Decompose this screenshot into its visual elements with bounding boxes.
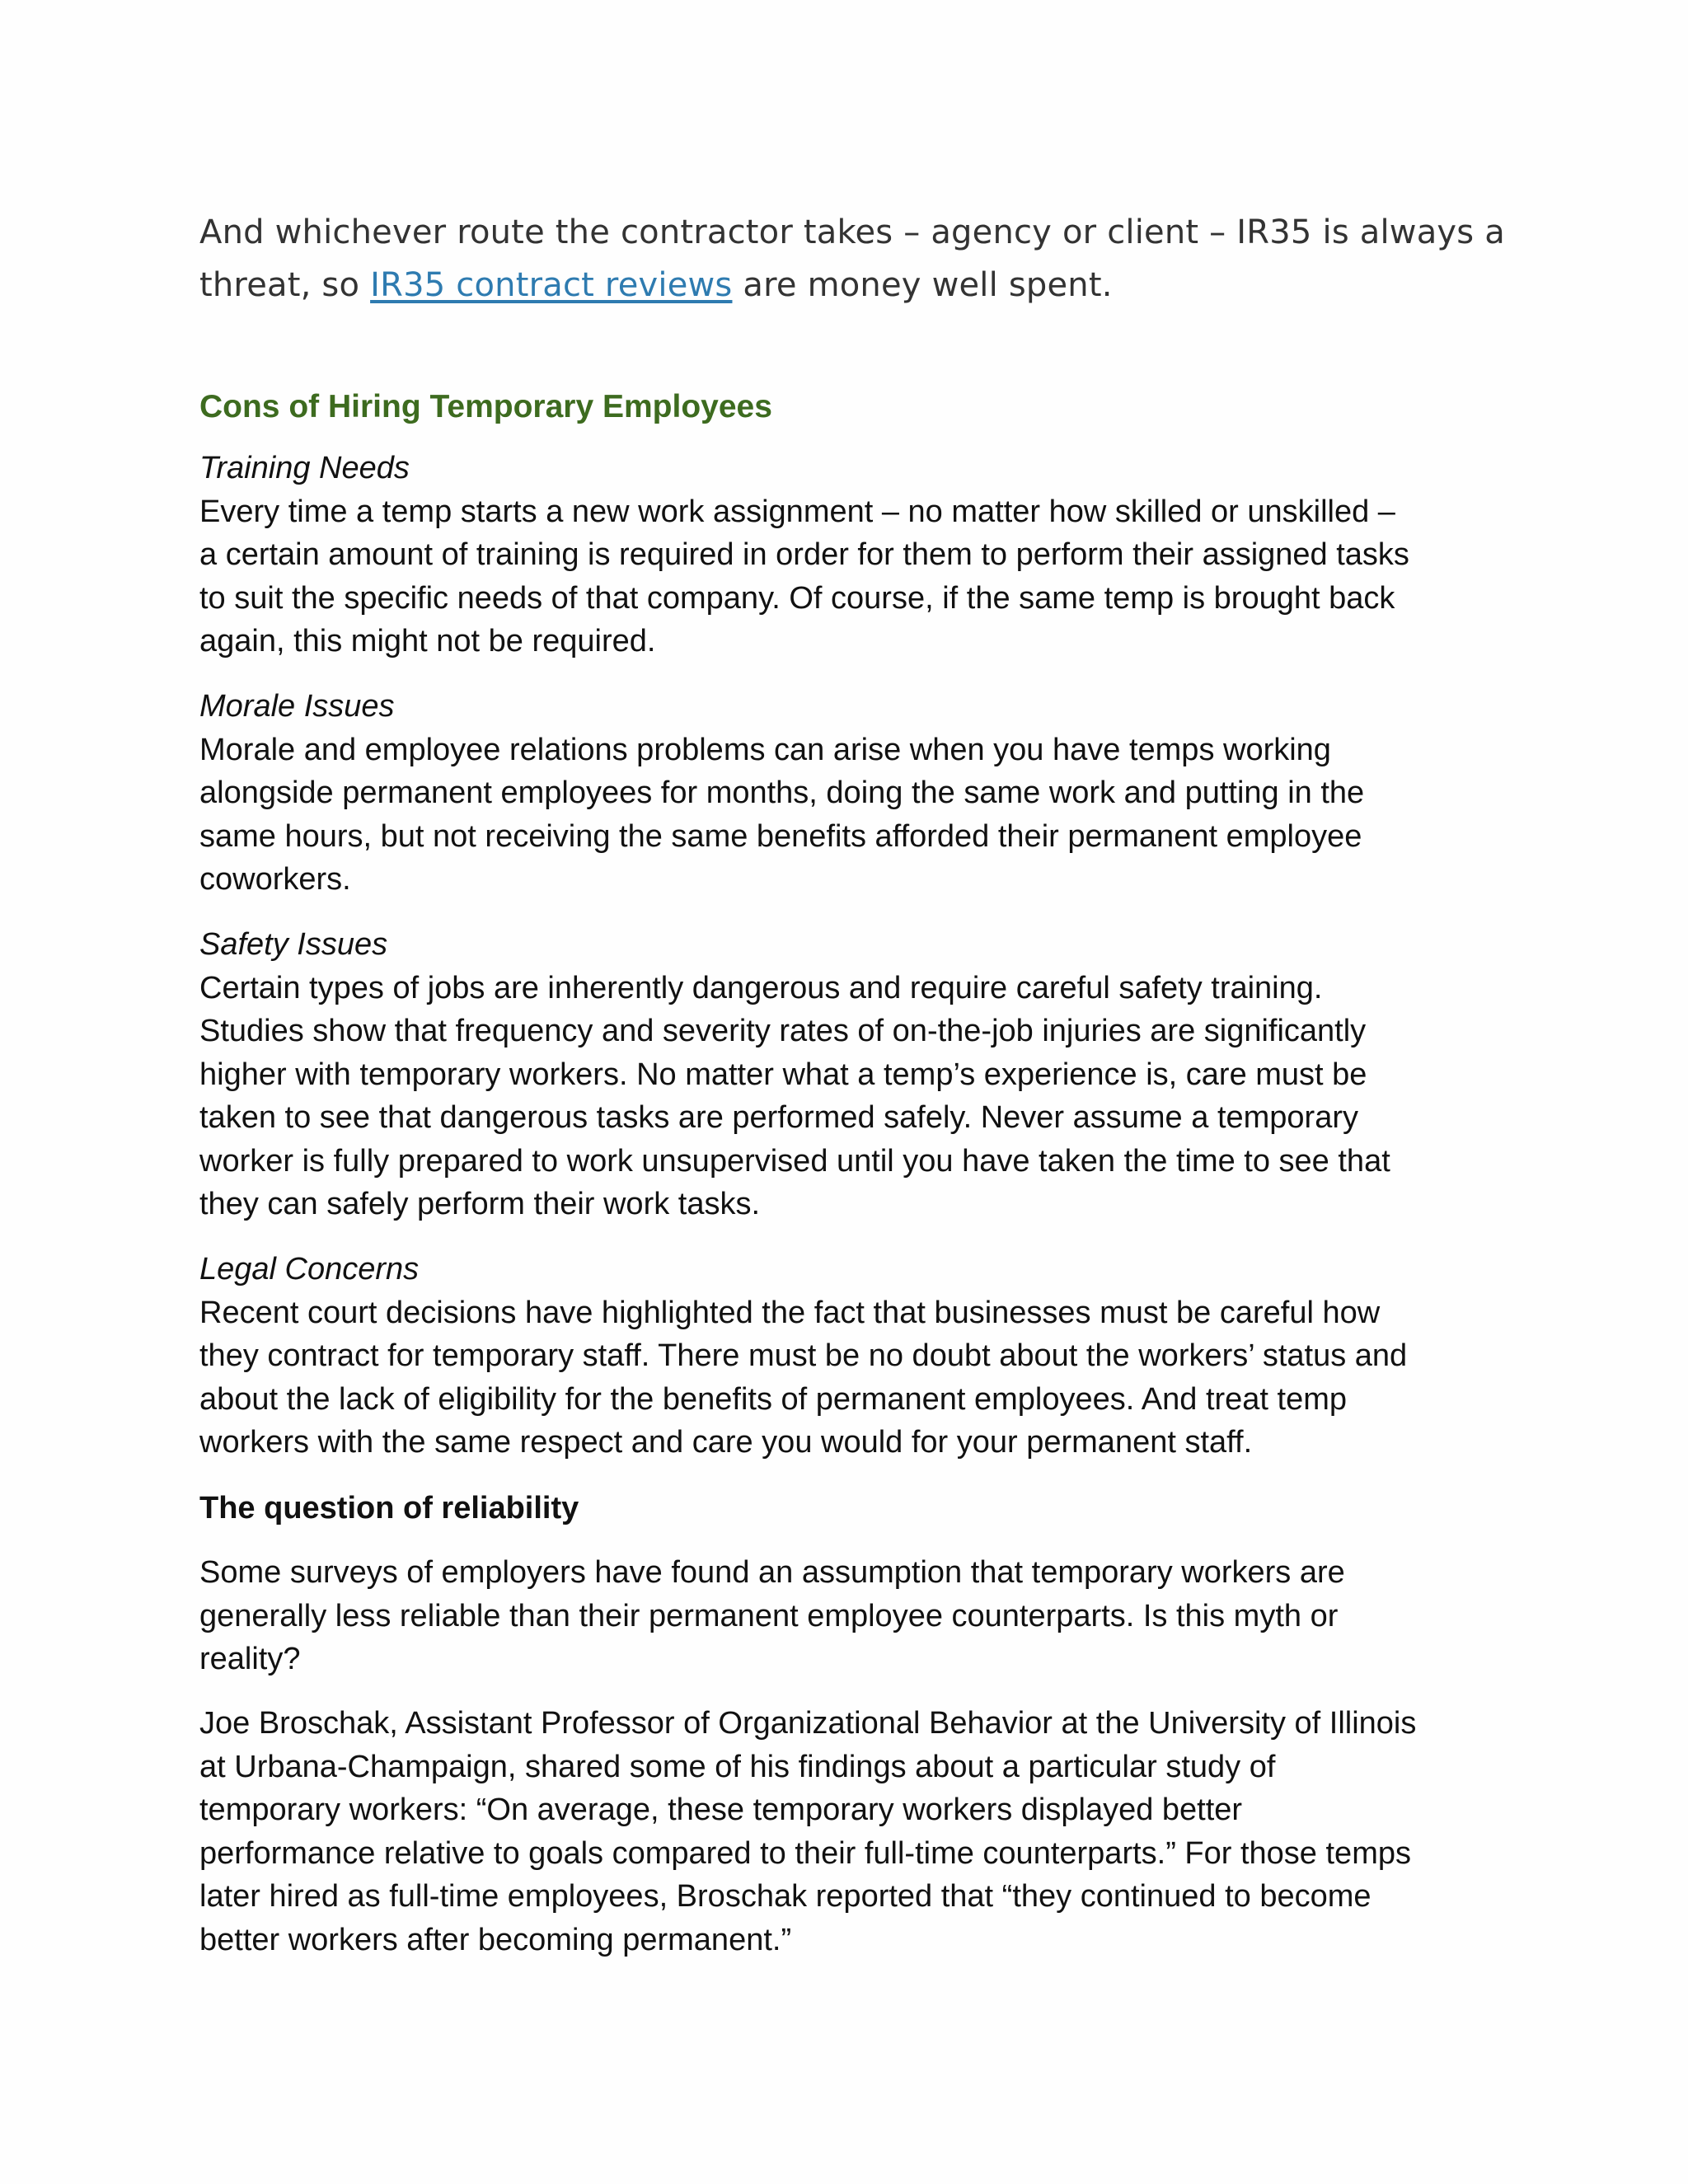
subsection-training-needs: [199, 447, 1535, 663]
body-line: Joe Broschak, Assistant Professor of Organizational Behavior at the University of Illinois: [199, 1706, 1417, 1741]
body-line: workers with the same respect and care you would for your permanent staff.: [199, 1425, 1253, 1460]
body-line: they can safely perform their work tasks.: [199, 1187, 761, 1221]
body-line: taken to see that dangerous tasks are performed safely. Never assume a temporary: [199, 1100, 1358, 1135]
body-line: better workers after becoming permanent.”: [199, 1922, 792, 1957]
body-line: Some surveys of employers have found an assumption that temporary workers are: [199, 1555, 1345, 1590]
body-line: higher with temporary workers. No matter what a temp’s experience is, care must be: [199, 1057, 1367, 1092]
body-line: Studies show that frequency and severity rates of on-the-job injuries are significantly: [199, 1014, 1367, 1048]
body-line: same hours, but not receiving the same benefits afforded their permanent employee: [199, 818, 1362, 854]
intro-text-before-link: And whichever route the contractor takes – agency or client – IR35 is always a threat, so: [199, 213, 1505, 304]
body-line: worker is fully prepared to work unsupervised until you have taken the time to see that: [199, 1143, 1390, 1179]
body-line: Every time a temp starts a new work assignment – no matter how skilled or unskilled –: [199, 494, 1395, 529]
reliability-heading: The question of reliability: [199, 1491, 579, 1526]
body-line: to suit the specific needs of that company. Of course, if the same temp is brought back: [199, 580, 1395, 616]
body-line: Recent court decisions have highlighted the fact that businesses must be careful how: [199, 1295, 1381, 1330]
body-line: again, this might not be required.: [199, 624, 656, 658]
body-line: Morale and employee relations problems can arise when you have temps working: [199, 732, 1331, 767]
document-content: [199, 206, 1518, 1957]
body-line: about the lack of eligibility for the benefits of permanent employees. And treat temp: [199, 1381, 1348, 1417]
body-line: coworkers.: [199, 862, 351, 897]
section-title: Cons of Hiring Temporary Employees: [199, 389, 772, 424]
subsection-heading: Morale Issues: [199, 689, 395, 724]
ir35-contract-reviews-link[interactable]: IR35 contract reviews: [370, 266, 733, 304]
subsection-heading: Training Needs: [199, 451, 410, 485]
body-line: performance relative to goals compared to their full-time counterparts.” For those temps: [199, 1835, 1411, 1871]
subsection-legal-concerns: [199, 1248, 1535, 1465]
body-line: a certain amount of training is required in order for them to perform their assigned tasks: [199, 537, 1409, 572]
body-line: they contract for temporary staff. There must be no doubt about the workers’ status and: [199, 1338, 1408, 1373]
body-line: reality?: [199, 1642, 301, 1676]
reliability-paragraph-2: [199, 1702, 1535, 1961]
body-line: alongside permanent employees for months, doing the same work and putting in the: [199, 776, 1365, 810]
body-line: temporary workers: “On average, these temporary workers displayed better: [199, 1793, 1243, 1827]
subsection-heading: Legal Concerns: [199, 1252, 420, 1286]
body-line: generally less reliable than their permanent employee counterparts. Is this myth or: [199, 1598, 1339, 1633]
body-line: Certain types of jobs are inherently dangerous and require careful safety training.: [199, 970, 1323, 1005]
body-line: at Urbana-Champaign, shared some of his findings about a particular study of: [199, 1749, 1276, 1784]
intro-paragraph: [199, 206, 1518, 312]
subsection-safety-issues: [199, 923, 1535, 1226]
subsection-heading: Safety Issues: [199, 927, 388, 962]
body-line: later hired as full-time employees, Broschak reported that “they continued to become: [199, 1879, 1372, 1914]
intro-text-after-link: are money well spent.: [732, 266, 1113, 304]
reliability-paragraph-1: [199, 1551, 1535, 1681]
subsection-morale-issues: [199, 685, 1535, 902]
